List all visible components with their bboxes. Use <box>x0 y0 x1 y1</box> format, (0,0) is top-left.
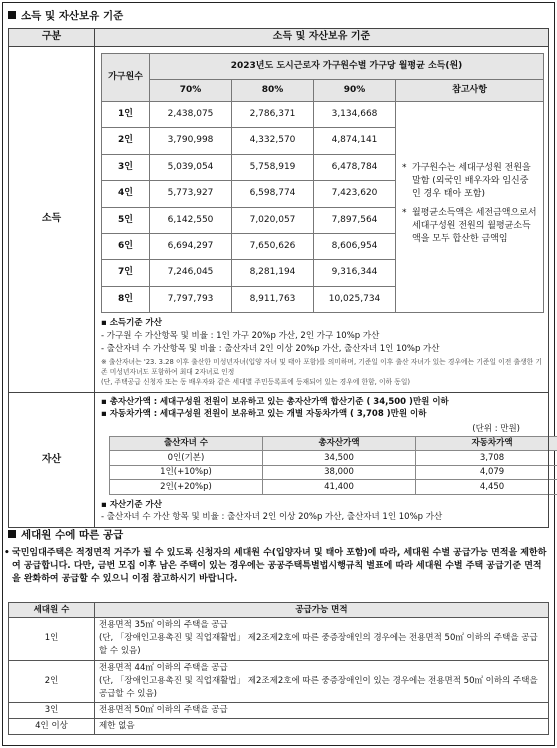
income-80: 8,911,763 <box>232 286 314 312</box>
supply-area <box>95 618 549 661</box>
children-count: 1인(+10%p) <box>110 465 263 480</box>
assets-content <box>95 392 549 528</box>
income-criteria-title: ▪ 소득기준 가산 <box>101 318 162 329</box>
section-title-text: 세대원 수에 따른 공급 <box>21 529 124 541</box>
total-assets-value: 41,400 <box>263 480 416 495</box>
income-70: 2,438,075 <box>150 102 232 128</box>
criteria-table <box>8 28 549 528</box>
car-value-label: ▪ 자동차가액 : <box>101 409 158 420</box>
supply-area <box>95 703 549 719</box>
footnote: (단, 주택공급 신청자 또는 동 배우자와 같은 세대별 주민등록표에 등재되어 있는 경우에 한함, 이하 동일) <box>101 378 411 387</box>
income-80: 7,650,626 <box>232 233 314 259</box>
car-value: 4,450 <box>416 480 557 495</box>
car-value: 4,079 <box>416 465 557 480</box>
household-count: 5인 <box>102 207 150 233</box>
income-90: 4,874,141 <box>314 128 396 154</box>
table-row <box>9 703 549 719</box>
supply-area-line: 전용면적 50㎡ 이하의 주택을 공급 <box>99 705 228 716</box>
criteria-table-header <box>9 29 549 47</box>
supply-paragraph <box>4 547 548 585</box>
assets-header-car: 자동차가액 <box>416 436 557 451</box>
household-count: 4인 <box>102 181 150 207</box>
income-70: 7,246,045 <box>150 260 232 286</box>
member-count: 3인 <box>9 703 95 719</box>
income-70: 5,039,054 <box>150 154 232 180</box>
income-70: 7,797,793 <box>150 286 232 312</box>
income-90: 3,134,668 <box>314 102 396 128</box>
supply-header-area: 공급가능 면적 <box>95 603 549 618</box>
household-count: 8인 <box>102 286 150 312</box>
pct-80-header: 80% <box>232 80 314 102</box>
total-assets-value: 34,500 <box>263 451 416 466</box>
income-80: 5,758,919 <box>232 154 314 180</box>
income-row <box>9 47 549 393</box>
income-90: 9,316,344 <box>314 260 396 286</box>
note-text: 월평균소득액은 세전금액으로서 세대구성원 전원의 월평균소득액을 모두 합산한 금액임 <box>412 208 537 245</box>
supply-area-line: (단, 「장애인고용촉진 및 직업재활법」 제2조제2호에 따른 중증장애인의 경우에는 전용면적 50㎡ 이하의 주택을 공급할 수 있음) <box>99 633 538 657</box>
table-row <box>102 102 544 128</box>
ref-header: 참고사항 <box>396 80 544 102</box>
section-title-income-assets <box>8 10 123 23</box>
note-text: 가구원수는 세대구성원 전원을 말함 (외국인 배우자와 임신중인 경우 태아 포함) <box>412 162 531 200</box>
square-bullet-icon <box>8 530 16 538</box>
household-count: 2인 <box>102 128 150 154</box>
children-count: 2인(+20%p) <box>110 480 263 495</box>
household-header: 가구원수 <box>102 54 150 102</box>
income-label: 소득 <box>9 47 95 393</box>
assets-header-total: 총자산가액 <box>263 436 416 451</box>
pct-90-header: 90% <box>314 80 396 102</box>
supply-area-line: 전용면적 35㎡ 이하의 주택을 공급 <box>99 620 228 630</box>
supply-area-line: (단, 「장애인고용촉진 및 직업재활법」 제2조제2호에 따른 중증장애인이 있는 경우에는 전용면적 50㎡ 이하의 주택을 공급할 수 있음) <box>99 675 538 699</box>
supply-area-table <box>8 602 549 735</box>
total-assets-text: 세대구성원 전원이 보유하고 있는 총자산가액 합산기준 ( 34,500 )만원 이하 <box>159 396 449 407</box>
member-count: 2인 <box>9 660 95 703</box>
household-count: 6인 <box>102 233 150 259</box>
note-item: * 가구원수는 세대구성원 전원을 말함 (외국인 배우자와 임신중인 경우 태아 포함) <box>402 162 537 201</box>
income-90: 7,897,564 <box>314 207 396 233</box>
assets-table <box>109 436 557 495</box>
supply-area-line: 제한 없음 <box>99 721 135 732</box>
income-90: 6,478,784 <box>314 154 396 180</box>
income-80: 2,786,371 <box>232 102 314 128</box>
income-80: 7,020,057 <box>232 207 314 233</box>
section-title-supply <box>8 529 123 542</box>
member-count: 4인 이상 <box>9 719 95 735</box>
income-90: 8,606,954 <box>314 233 396 259</box>
assets-label: 자산 <box>9 392 95 528</box>
income-70: 6,142,550 <box>150 207 232 233</box>
table-row <box>9 719 549 735</box>
table-row <box>9 660 549 703</box>
note-item: * 월평균소득액은 세전금액으로서 세대구성원 전원의 월평균소득액을 모두 합산한 금액임 <box>402 207 537 246</box>
assets-criteria-line: - 출산자녀 수 가산 항목 및 비율 : 출산자녀 2인 이상 20%p 가산, 출산자녀 1인 10%p 가산 <box>101 512 443 523</box>
income-80: 8,281,194 <box>232 260 314 286</box>
assets-row <box>9 392 549 528</box>
table-row <box>110 480 557 495</box>
supply-header-members: 세대원 수 <box>9 603 95 618</box>
income-80: 4,332,570 <box>232 128 314 154</box>
household-count: 3인 <box>102 154 150 180</box>
supply-paragraph-text: 국민임대주택은 적정면적 거주가 될 수 있도록 신청자의 세대원 수(입양자녀 및 태아 포함)에 따라, 세대원 수별 공급가능 면적을 제한하여 공급합니다. 다만, 금번 모집 이후 남은 주택이 있는 경우에는 공공주택특별법시행규칙 별표에 따라 세대원 수별 주택 공급기준 면적을 완화하여 공급할 수 있으니 이점 참고하시기 바랍니다. <box>12 548 547 584</box>
total-assets-line <box>101 396 542 408</box>
pct-70-header: 70% <box>150 80 232 102</box>
supply-area <box>95 719 549 735</box>
total-assets-label: ▪ 총자산가액 : <box>101 396 158 407</box>
section-title-text: 소득 및 자산보유 기준 <box>21 10 124 22</box>
household-count: 7인 <box>102 260 150 286</box>
children-count: 0인(기본) <box>110 451 263 466</box>
income-criteria-line: - 가구원 수 가산항목 및 비율 : 1인 가구 20%p 가산, 2인 가구 10%p 가산 <box>101 330 380 341</box>
car-value: 3,708 <box>416 451 557 466</box>
bullet-icon: • <box>4 548 10 558</box>
income-content <box>95 47 549 393</box>
assets-criteria-title: ▪ 자산기준 가산 <box>101 499 162 510</box>
income-80: 6,598,774 <box>232 181 314 207</box>
member-count: 1인 <box>9 618 95 661</box>
table-row <box>110 451 557 466</box>
square-bullet-icon <box>8 11 16 19</box>
header-category: 구분 <box>9 29 95 47</box>
income-70: 6,694,297 <box>150 233 232 259</box>
supply-area <box>95 660 549 703</box>
income-70: 3,790,998 <box>150 128 232 154</box>
table-row <box>9 618 549 661</box>
unit-label: (단위 : 만원) <box>472 423 520 434</box>
income-criteria-line: - 출산자녀 수 가산항목 및 비율 : 출산자녀 2인 이상 20%p 가산, 출산자녀 1인 10%p 가산 <box>101 343 440 354</box>
assets-header-children: 출산자녀 수 <box>110 436 263 451</box>
income-90: 10,025,734 <box>314 286 396 312</box>
car-value-line <box>101 408 542 420</box>
income-criteria <box>95 313 548 392</box>
footnote: ※ 출산자녀는 '23. 3.28 이후 출산한 미성년자녀(입양 자녀 및 태아 포함)를 의미하며, 기준일 이후 출산 자녀가 있는 경우에는 기준일 이전 출생한 기존 미성년자녀도 포함하여 최대 2자녀로 인정 <box>101 358 542 377</box>
income-70: 5,773,927 <box>150 181 232 207</box>
header-criteria: 소득 및 자산보유 기준 <box>95 29 549 47</box>
ref-notes <box>396 102 544 313</box>
supply-area-line: 전용면적 44㎡ 이하의 주택을 공급 <box>99 662 228 673</box>
income-group-header: 2023년도 도시근로자 가구원수별 가구당 월평균 소득(원) <box>150 54 544 80</box>
car-value-text: 세대구성원 전원이 보유하고 있는 개별 자동차가액 ( 3,708 )만원 이하 <box>159 409 427 420</box>
household-count: 1인 <box>102 102 150 128</box>
income-90: 7,423,620 <box>314 181 396 207</box>
total-assets-value: 38,000 <box>263 465 416 480</box>
table-row <box>110 465 557 480</box>
income-table <box>101 53 544 313</box>
